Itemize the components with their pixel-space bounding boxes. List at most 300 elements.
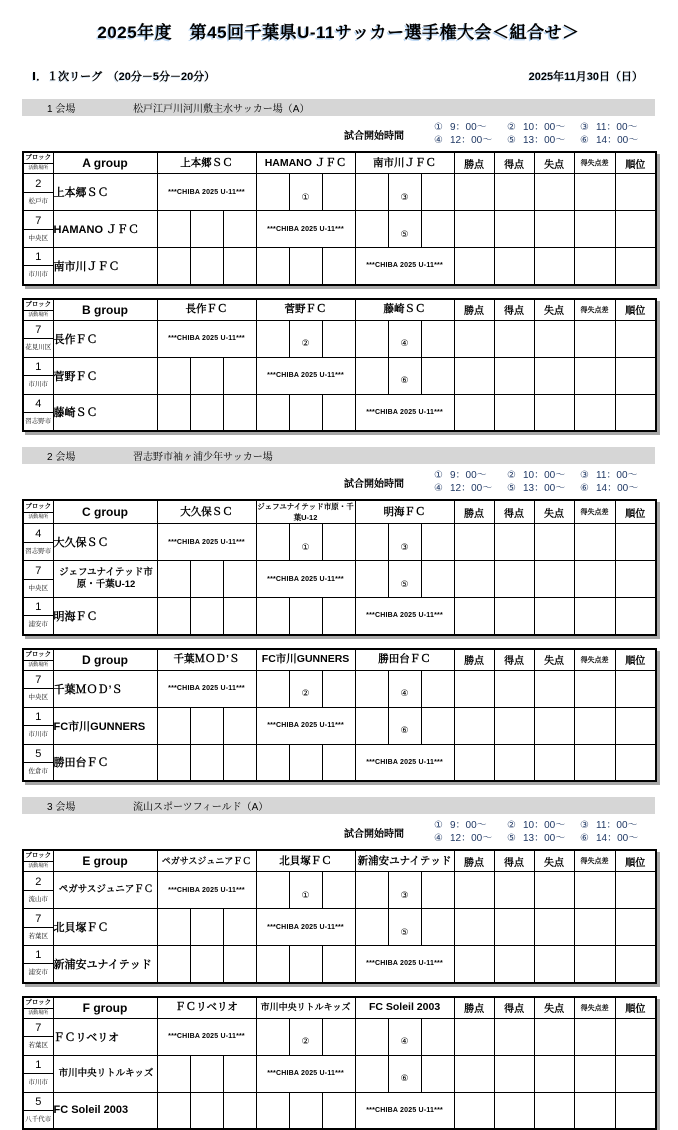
stat-header: 得点 [494, 152, 534, 174]
stat-cell [454, 320, 494, 357]
match-cell [289, 1092, 322, 1129]
score-cell [157, 248, 190, 285]
match-cell [388, 357, 421, 394]
score-cell [223, 248, 256, 285]
score-cell [322, 946, 355, 983]
stat-cell [615, 1018, 656, 1055]
team-row [23, 1092, 656, 1129]
block-cell [23, 320, 53, 357]
opponent-header: FC市川GUNNERS [256, 649, 355, 671]
match-cell [388, 872, 421, 909]
match-cell [190, 248, 223, 285]
score-cell [421, 174, 454, 211]
match-cell [388, 561, 421, 598]
stat-header: 得点 [494, 850, 534, 872]
stat-header: 勝点 [454, 850, 494, 872]
group-header-row [23, 850, 656, 872]
stat-cell [574, 211, 615, 248]
stat-cell [494, 1092, 534, 1129]
block-header-top: ブロック [24, 502, 53, 513]
match-cell [289, 598, 322, 635]
diagonal-cell: ***CHIBA 2025 U-11*** [157, 524, 256, 561]
score-cell [421, 1055, 454, 1092]
diagonal-cell: ***CHIBA 2025 U-11*** [355, 946, 454, 983]
team-name-cell: 新浦安ユナイテッド [53, 946, 157, 983]
score-cell [421, 872, 454, 909]
venue-name: 松戸江戸川河川敷主水サッカー場（A） [133, 100, 309, 115]
score-cell [157, 1092, 190, 1129]
stat-cell [494, 909, 534, 946]
time-value: 9：00～ [450, 469, 487, 482]
stat-header: 失点 [534, 850, 574, 872]
stat-cell [454, 524, 494, 561]
time-value: 9：00～ [450, 819, 487, 832]
stat-header: 得失点差 [574, 850, 615, 872]
section-heading: Ⅰ．１次リーグ （20分－5分－20分） [32, 68, 215, 84]
time-number: ⑤ [507, 482, 523, 495]
stat-cell [574, 909, 615, 946]
stat-header: 得失点差 [574, 649, 615, 671]
block-cell [23, 174, 53, 211]
time-value: 13：00～ [523, 832, 565, 845]
match-cell [190, 394, 223, 431]
group-header-row [23, 997, 656, 1019]
stat-header: 失点 [534, 500, 574, 524]
stat-cell [574, 1018, 615, 1055]
score-cell [421, 909, 454, 946]
stat-cell [454, 872, 494, 909]
venue-bar [22, 99, 655, 116]
stat-cell [534, 211, 574, 248]
stat-cell [494, 561, 534, 598]
stat-header: 順位 [615, 152, 656, 174]
score-cell [322, 394, 355, 431]
score-cell [355, 524, 388, 561]
stat-cell [454, 1055, 494, 1092]
stat-cell [494, 946, 534, 983]
opponent-header: 上本郷ＳＣ [157, 152, 256, 174]
stat-cell [454, 909, 494, 946]
stat-cell [534, 744, 574, 781]
time-entry [580, 121, 653, 134]
stat-cell [534, 1055, 574, 1092]
opponent-header: FC Soleil 2003 [355, 997, 454, 1019]
time-value: 10：00～ [523, 819, 565, 832]
diagonal-cell: ***CHIBA 2025 U-11*** [355, 598, 454, 635]
group-name-header: B group [53, 299, 157, 321]
score-cell [322, 248, 355, 285]
group-name-header: F group [53, 997, 157, 1019]
block-cell [23, 1092, 53, 1129]
group-header-row [23, 500, 656, 524]
stat-cell [615, 1092, 656, 1129]
match-number: ③ [389, 542, 421, 553]
group-header-row [23, 299, 656, 321]
block-header-top: ブロック [24, 851, 53, 862]
score-cell [421, 320, 454, 357]
time-number: ④ [434, 832, 450, 845]
team-name-cell: 南市川ＪＦＣ [53, 248, 157, 285]
block-area: 中央区 [24, 689, 53, 706]
times-row [434, 469, 653, 482]
opponent-header: ジェフユナイテッド市原・千葉U-12 [256, 500, 355, 524]
time-entry [580, 819, 653, 832]
stat-cell [454, 707, 494, 744]
match-cell [190, 1055, 223, 1092]
time-entry [507, 819, 580, 832]
diagonal-cell: ***CHIBA 2025 U-11*** [355, 394, 454, 431]
stat-cell [454, 946, 494, 983]
match-number: ⑥ [389, 725, 421, 736]
block-area: 習志野市 [24, 413, 53, 430]
block-header-bottom: 活動場所 [25, 862, 51, 870]
block-number: 1 [24, 248, 53, 266]
score-cell [223, 211, 256, 248]
stat-cell [615, 598, 656, 635]
kickoff-times [434, 469, 653, 495]
time-entry [507, 134, 580, 147]
match-cell [388, 1055, 421, 1092]
match-number: ④ [389, 1036, 421, 1047]
score-cell [223, 561, 256, 598]
time-entry [580, 482, 653, 495]
stat-cell [574, 394, 615, 431]
block-cell [23, 1055, 53, 1092]
venue-label: 2 会場 [47, 448, 85, 463]
score-cell [157, 211, 190, 248]
block-cell [23, 707, 53, 744]
stat-cell [534, 909, 574, 946]
team-row [23, 744, 656, 781]
team-name-cell: FC市川GUNNERS [53, 707, 157, 744]
stat-header: 得点 [494, 649, 534, 671]
stat-cell [534, 394, 574, 431]
time-entry [507, 469, 580, 482]
group-table [22, 996, 657, 1130]
stat-header: 得失点差 [574, 152, 615, 174]
event-date: 2025年11月30日（日） [529, 68, 643, 84]
match-cell [388, 174, 421, 211]
opponent-header: 勝田台ＦＣ [355, 649, 454, 671]
match-cell [388, 524, 421, 561]
team-row [23, 561, 656, 598]
stat-cell [615, 561, 656, 598]
stat-cell [454, 211, 494, 248]
time-value: 14：00～ [596, 482, 638, 495]
block-cell [23, 946, 53, 983]
group-table [22, 499, 657, 636]
stat-header: 得点 [494, 299, 534, 321]
stat-cell [454, 744, 494, 781]
stat-header: 失点 [534, 152, 574, 174]
stat-cell [574, 670, 615, 707]
score-cell [223, 946, 256, 983]
match-cell [190, 909, 223, 946]
score-cell [223, 909, 256, 946]
stat-cell [534, 670, 574, 707]
diagonal-cell: ***CHIBA 2025 U-11*** [157, 320, 256, 357]
score-cell [256, 174, 289, 211]
match-cell [190, 707, 223, 744]
block-number: 1 [24, 708, 53, 726]
block-header-cell [23, 299, 53, 321]
time-entry [434, 482, 507, 495]
match-cell [289, 248, 322, 285]
team-row [23, 670, 656, 707]
diagonal-cell: ***CHIBA 2025 U-11*** [355, 248, 454, 285]
score-cell [322, 744, 355, 781]
time-number: ③ [580, 819, 596, 832]
time-number: ⑤ [507, 134, 523, 147]
group-name-header: D group [53, 649, 157, 671]
stat-cell [574, 872, 615, 909]
stat-cell [534, 872, 574, 909]
score-cell [322, 670, 355, 707]
stat-cell [615, 946, 656, 983]
block-number: 7 [24, 910, 53, 928]
group-table [22, 648, 657, 783]
stat-cell [615, 394, 656, 431]
time-number: ④ [434, 482, 450, 495]
time-value: 14：00～ [596, 134, 638, 147]
kickoff-label: 試合開始時間 [344, 825, 404, 840]
score-cell [355, 872, 388, 909]
stat-cell [494, 598, 534, 635]
opponent-header: 千葉ＭＯＤ’Ｓ [157, 649, 256, 671]
score-cell [256, 946, 289, 983]
match-cell [289, 670, 322, 707]
venue-bar [22, 797, 655, 814]
stat-cell [454, 670, 494, 707]
stat-cell [574, 707, 615, 744]
stat-header: 勝点 [454, 997, 494, 1019]
diagonal-cell: ***CHIBA 2025 U-11*** [355, 1092, 454, 1129]
kickoff-time-block [22, 469, 653, 495]
team-name-cell: 明海ＦＣ [53, 598, 157, 635]
score-cell [223, 394, 256, 431]
match-cell [289, 1018, 322, 1055]
stat-cell [494, 1018, 534, 1055]
time-entry [434, 134, 507, 147]
opponent-header: 明海ＦＣ [355, 500, 454, 524]
stat-header: 失点 [534, 997, 574, 1019]
stat-cell [534, 248, 574, 285]
block-number: 5 [24, 1093, 53, 1111]
venue-bar [22, 447, 655, 464]
opponent-header: ペガサスジュニアＦＣ [157, 850, 256, 872]
team-row [23, 248, 656, 285]
block-number: 7 [24, 321, 53, 339]
block-header-top: ブロック [24, 998, 53, 1009]
time-number: ③ [580, 469, 596, 482]
block-cell [23, 248, 53, 285]
stat-cell [534, 561, 574, 598]
stat-cell [615, 248, 656, 285]
block-cell [23, 744, 53, 781]
stat-cell [574, 174, 615, 211]
group-name-header: E group [53, 850, 157, 872]
block-cell [23, 524, 53, 561]
stat-cell [494, 707, 534, 744]
match-number: ① [290, 192, 322, 203]
block-cell [23, 211, 53, 248]
time-entry [507, 121, 580, 134]
stat-cell [615, 909, 656, 946]
score-cell [256, 872, 289, 909]
time-entry [580, 832, 653, 845]
match-cell [190, 357, 223, 394]
match-number: ⑤ [389, 927, 421, 938]
stat-cell [574, 1055, 615, 1092]
block-area: 市川市 [24, 726, 53, 743]
stat-cell [574, 744, 615, 781]
score-cell [256, 248, 289, 285]
stat-cell [454, 394, 494, 431]
block-cell [23, 598, 53, 635]
stat-cell [574, 946, 615, 983]
score-cell [157, 394, 190, 431]
diagonal-cell: ***CHIBA 2025 U-11*** [256, 357, 355, 394]
kickoff-label: 試合開始時間 [344, 475, 404, 490]
stat-cell [615, 744, 656, 781]
score-cell [355, 174, 388, 211]
match-number: ⑥ [389, 1073, 421, 1084]
block-number: 4 [24, 525, 53, 543]
stat-cell [534, 1018, 574, 1055]
team-row [23, 1018, 656, 1055]
score-cell [355, 670, 388, 707]
team-row [23, 1055, 656, 1092]
time-number: ⑤ [507, 832, 523, 845]
group-table [22, 151, 657, 286]
block-header-cell [23, 500, 53, 524]
team-name-cell: 藤崎ＳＣ [53, 394, 157, 431]
stat-cell [534, 524, 574, 561]
block-area: 中央区 [24, 230, 53, 247]
time-value: 12：00～ [450, 832, 492, 845]
match-number: ④ [389, 688, 421, 699]
match-cell [190, 561, 223, 598]
score-cell [256, 1092, 289, 1129]
score-cell [355, 707, 388, 744]
team-row [23, 872, 656, 909]
score-cell [421, 707, 454, 744]
team-name-cell: 長作ＦＣ [53, 320, 157, 357]
block-number: 7 [24, 671, 53, 689]
kickoff-times [434, 121, 653, 147]
stat-cell [574, 320, 615, 357]
team-name-cell: FC Soleil 2003 [53, 1092, 157, 1129]
stat-cell [494, 1055, 534, 1092]
block-cell [23, 357, 53, 394]
times-row [434, 482, 653, 495]
group-table [22, 849, 657, 984]
diagonal-cell: ***CHIBA 2025 U-11*** [256, 707, 355, 744]
time-number: ① [434, 469, 450, 482]
match-number: ⑤ [389, 579, 421, 590]
score-cell [157, 909, 190, 946]
team-name-cell: HAMANO ＪＦＣ [53, 211, 157, 248]
time-number: ① [434, 819, 450, 832]
score-cell [421, 211, 454, 248]
score-cell [223, 744, 256, 781]
score-cell [355, 909, 388, 946]
team-name-cell: 上本郷ＳＣ [53, 174, 157, 211]
time-number: ④ [434, 134, 450, 147]
page-title: 2025年度 第45回千葉県U-11サッカー選手権大会＜組合せ＞ [22, 18, 655, 43]
score-cell [355, 357, 388, 394]
group-table [22, 298, 657, 433]
time-value: 9：00～ [450, 121, 487, 134]
kickoff-time-block [22, 121, 653, 147]
block-area: 佐倉市 [24, 763, 53, 780]
stat-cell [534, 1092, 574, 1129]
stat-cell [494, 357, 534, 394]
score-cell [355, 1055, 388, 1092]
time-value: 14：00～ [596, 832, 638, 845]
venue-label: 3 会場 [47, 798, 85, 813]
block-area: 若葉区 [24, 928, 53, 945]
match-cell [388, 707, 421, 744]
block-area: 浦安市 [24, 616, 53, 633]
times-row [434, 121, 653, 134]
stat-cell [454, 1092, 494, 1129]
match-cell [388, 320, 421, 357]
block-header-bottom: 活動場所 [25, 1009, 51, 1017]
venue-name: 流山スポーツフィールド（A） [133, 798, 268, 813]
time-number: ⑥ [580, 832, 596, 845]
opponent-header: 北貝塚ＦＣ [256, 850, 355, 872]
stat-cell [574, 357, 615, 394]
block-area: 中央区 [24, 580, 53, 597]
stat-header: 勝点 [454, 152, 494, 174]
time-entry [434, 819, 507, 832]
block-cell [23, 561, 53, 598]
block-header-cell [23, 649, 53, 671]
match-cell [190, 211, 223, 248]
score-cell [322, 174, 355, 211]
stat-cell [494, 211, 534, 248]
match-cell [190, 744, 223, 781]
stat-header: 失点 [534, 299, 574, 321]
block-number: 2 [24, 873, 53, 891]
time-entry [507, 482, 580, 495]
match-number: ⑥ [389, 375, 421, 386]
stat-cell [615, 320, 656, 357]
match-cell [289, 524, 322, 561]
match-cell [190, 946, 223, 983]
stat-cell [534, 357, 574, 394]
opponent-header: 南市川ＪＦＣ [355, 152, 454, 174]
stat-cell [494, 670, 534, 707]
stat-cell [615, 357, 656, 394]
stat-cell [494, 524, 534, 561]
match-cell [289, 394, 322, 431]
opponent-header: 長作ＦＣ [157, 299, 256, 321]
group-name-header: A group [53, 152, 157, 174]
block-area: 八千代市 [24, 1111, 53, 1128]
block-header-bottom: 活動場所 [25, 513, 51, 521]
score-cell [223, 598, 256, 635]
diagonal-cell: ***CHIBA 2025 U-11*** [157, 670, 256, 707]
match-cell [289, 174, 322, 211]
block-cell [23, 872, 53, 909]
stat-header: 得点 [494, 997, 534, 1019]
match-number: ② [290, 338, 322, 349]
block-area: 若葉区 [24, 1037, 53, 1054]
stat-cell [534, 707, 574, 744]
block-area: 習志野市 [24, 543, 53, 560]
